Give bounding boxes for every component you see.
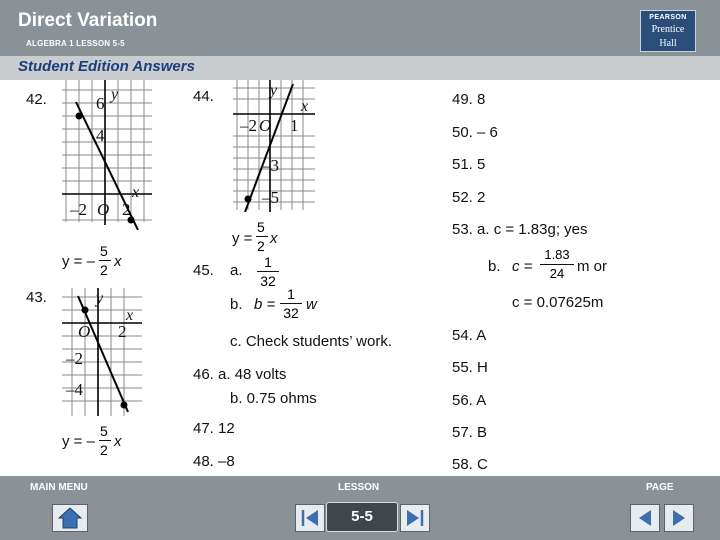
question-43-label: 43. bbox=[26, 289, 47, 306]
q45a-numerator: 1 bbox=[264, 254, 272, 270]
g42-xlabel: x bbox=[132, 184, 140, 201]
logo-line2: Hall bbox=[659, 38, 677, 49]
graph-42-point-a bbox=[76, 113, 83, 120]
g43-tick-2: 2 bbox=[118, 322, 127, 341]
q51: 51. 5 bbox=[452, 156, 486, 173]
q48: 48. –8 bbox=[193, 453, 235, 470]
graph-44-point bbox=[245, 196, 252, 203]
main-menu-button[interactable] bbox=[52, 504, 88, 532]
q53b-fraction-bar bbox=[540, 264, 574, 265]
eq42-denominator: 2 bbox=[100, 262, 108, 278]
eq43-fraction-bar bbox=[99, 440, 111, 441]
q46b: b. 0.75 ohms bbox=[230, 390, 317, 407]
next-page-icon bbox=[665, 505, 693, 531]
q53b-label: b. bbox=[488, 258, 501, 275]
q45b-label: b. bbox=[230, 296, 243, 313]
g43-tick-neg4: –4 bbox=[66, 380, 83, 399]
g44-tick-1: 1 bbox=[290, 116, 299, 135]
q53b-right: m or bbox=[577, 258, 607, 275]
lesson-number-button[interactable]: 5-5 bbox=[326, 502, 398, 532]
q45a-label: a. bbox=[230, 262, 243, 279]
q56: 56. A bbox=[452, 392, 487, 409]
q53b-left: c = bbox=[512, 258, 533, 275]
q45b-fraction-bar bbox=[280, 303, 302, 304]
q45b-numerator: 1 bbox=[287, 286, 295, 302]
graph-43-point-a bbox=[82, 307, 89, 314]
q49: 49. 8 bbox=[452, 91, 486, 108]
q53c: c = 0.07625m bbox=[512, 294, 604, 311]
eq43-numerator: 5 bbox=[100, 423, 108, 439]
q45b-left: b = bbox=[254, 296, 276, 313]
q53a: 53. a. c = 1.83g; yes bbox=[452, 221, 588, 238]
q54: 54. A bbox=[452, 327, 487, 344]
main-menu-label: MAIN MENU bbox=[30, 482, 88, 493]
page-label: PAGE bbox=[646, 482, 674, 493]
q53b-denominator: 24 bbox=[549, 266, 565, 281]
q45a-denominator: 32 bbox=[260, 273, 276, 289]
eq44-fraction-bar bbox=[256, 236, 268, 237]
page-title: Direct Variation bbox=[18, 10, 158, 31]
previous-icon bbox=[296, 505, 324, 531]
q46a: 46. a. 48 volts bbox=[193, 366, 287, 383]
g44-origin: O bbox=[259, 116, 272, 135]
q50: 50. – 6 bbox=[452, 124, 498, 141]
graph-43-point-b bbox=[121, 402, 128, 409]
previous-page-icon bbox=[631, 505, 659, 531]
eq44-numerator: 5 bbox=[257, 219, 265, 235]
home-icon bbox=[53, 505, 87, 531]
eq42-right: x bbox=[114, 253, 122, 270]
question-44-label: 44. bbox=[193, 88, 214, 105]
q57: 57. B bbox=[452, 424, 488, 441]
eq43-left: y = – bbox=[62, 433, 95, 450]
eq44-right: x bbox=[270, 230, 278, 247]
lesson-next-button[interactable] bbox=[400, 504, 430, 532]
q45c: c. Check students’ work. bbox=[230, 333, 393, 350]
lesson-prev-button[interactable] bbox=[295, 504, 325, 532]
g44-tick-neg3: –3 bbox=[262, 156, 279, 175]
g42-tick-6: 6 bbox=[96, 94, 105, 113]
q45b-right: w bbox=[306, 296, 317, 313]
q45a-fraction-bar bbox=[257, 271, 279, 272]
g42-tick-neg2: –2 bbox=[70, 200, 87, 219]
g44-tick-neg2: –2 bbox=[240, 116, 257, 135]
pearson-logo bbox=[640, 10, 696, 52]
g42-tick-2: 2 bbox=[122, 200, 131, 219]
q58: 58. C bbox=[452, 456, 488, 473]
q55: 55. H bbox=[452, 359, 488, 376]
g44-xlabel: x bbox=[301, 98, 309, 115]
g42-origin: O bbox=[97, 200, 110, 219]
lesson-label: LESSON bbox=[338, 482, 380, 493]
section-title: Student Edition Answers bbox=[18, 58, 195, 75]
eq44-denominator: 2 bbox=[257, 238, 265, 254]
page-prev-button[interactable] bbox=[630, 504, 660, 532]
g44-ylabel: y bbox=[270, 82, 278, 99]
eq42-left: y = – bbox=[62, 253, 95, 270]
eq44-left: y = bbox=[232, 230, 253, 247]
g42-ylabel: y bbox=[111, 86, 119, 103]
next-icon bbox=[401, 505, 429, 531]
question-45-label: 45. bbox=[193, 262, 214, 279]
q47: 47. 12 bbox=[193, 420, 235, 437]
g43-origin: O bbox=[78, 322, 91, 341]
question-42-label: 42. bbox=[26, 91, 47, 108]
eq42-numerator: 5 bbox=[100, 243, 108, 259]
q52: 52. 2 bbox=[452, 189, 486, 206]
g43-tick-neg2: –2 bbox=[66, 349, 83, 368]
g44-tick-neg5: –5 bbox=[262, 188, 279, 207]
logo-top: PEARSON bbox=[649, 14, 687, 21]
eq43-denominator: 2 bbox=[100, 442, 108, 458]
logo-line1: Prentice bbox=[651, 24, 685, 35]
lesson-subtitle: ALGEBRA 1 LESSON 5-5 bbox=[26, 39, 125, 48]
eq42-fraction-bar bbox=[99, 260, 111, 261]
q53b-numerator: 1.83 bbox=[544, 247, 570, 262]
eq43-right: x bbox=[114, 433, 122, 450]
g43-ylabel: y bbox=[96, 290, 104, 307]
g42-tick-4: 4 bbox=[96, 126, 105, 145]
page-next-button[interactable] bbox=[664, 504, 694, 532]
q45b-denominator: 32 bbox=[283, 305, 299, 321]
g43-xlabel: x bbox=[126, 307, 134, 324]
